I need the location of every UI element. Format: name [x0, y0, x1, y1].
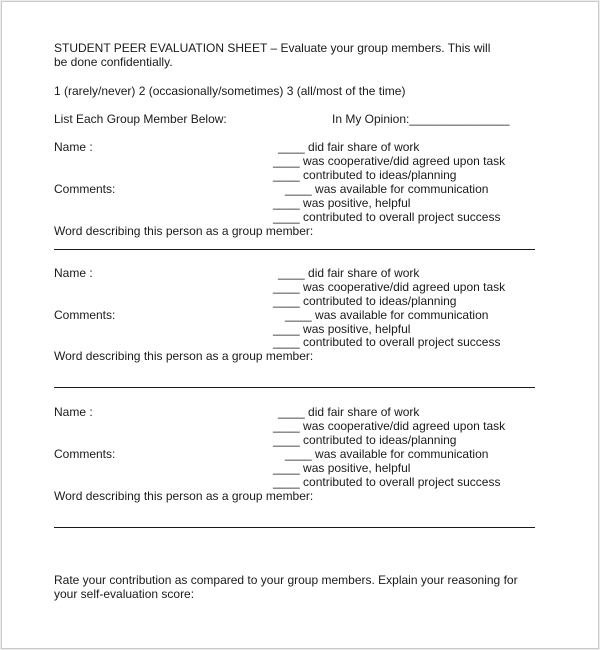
criterion-available: ____ was available for communication [285, 182, 489, 196]
word-describing-label: Word describing this person as a group member: [54, 349, 314, 363]
comments-label: Comments: [54, 308, 116, 322]
list-members-label: List Each Group Member Below: [54, 112, 227, 126]
criterion-contributed-ideas: ____ contributed to ideas/planning [273, 433, 457, 447]
criterion-fair-share: ____ did fair share of work [278, 140, 420, 154]
criterion-overall-success: ____ contributed to overall project success [273, 335, 501, 349]
sheet-title-line-2: be done confidentially. [54, 55, 173, 69]
answer-line [54, 249, 535, 250]
criterion-contributed-ideas: ____ contributed to ideas/planning [273, 294, 457, 308]
criterion-contributed-ideas: ____ contributed to ideas/planning [273, 168, 457, 182]
answer-line [54, 527, 535, 528]
criterion-positive: ____ was positive, helpful [273, 322, 411, 336]
self-evaluation-prompt-line-2: your self-evaluation score: [54, 587, 195, 601]
criterion-fair-share: ____ did fair share of work [278, 405, 420, 419]
criterion-cooperative: ____ was cooperative/did agreed upon task [273, 280, 506, 294]
comments-label: Comments: [54, 182, 116, 196]
word-describing-label: Word describing this person as a group member: [54, 489, 314, 503]
criterion-available: ____ was available for communication [285, 308, 489, 322]
rating-scale: 1 (rarely/never) 2 (occasionally/sometimes) 3 (all/most of the time) [54, 84, 406, 98]
criterion-cooperative: ____ was cooperative/did agreed upon task [273, 154, 506, 168]
self-evaluation-prompt-line-1: Rate your contribution as compared to your group members. Explain your reasoning for [54, 573, 518, 587]
comments-label: Comments: [54, 447, 116, 461]
criterion-positive: ____ was positive, helpful [273, 461, 411, 475]
name-label: Name : [54, 266, 93, 280]
answer-line [54, 387, 535, 388]
word-describing-label: Word describing this person as a group member: [54, 224, 314, 238]
name-label: Name : [54, 140, 93, 154]
name-label: Name : [54, 405, 93, 419]
opinion-label: In My Opinion:_______________ [332, 112, 510, 126]
sheet-title-line-1: STUDENT PEER EVALUATION SHEET – Evaluate your group members. This will [54, 41, 491, 55]
criterion-overall-success: ____ contributed to overall project success [273, 475, 501, 489]
criterion-positive: ____ was positive, helpful [273, 196, 411, 210]
evaluation-sheet [1, 1, 599, 649]
criterion-cooperative: ____ was cooperative/did agreed upon task [273, 419, 506, 433]
criterion-fair-share: ____ did fair share of work [278, 266, 420, 280]
criterion-overall-success: ____ contributed to overall project success [273, 210, 501, 224]
criterion-available: ____ was available for communication [285, 447, 489, 461]
